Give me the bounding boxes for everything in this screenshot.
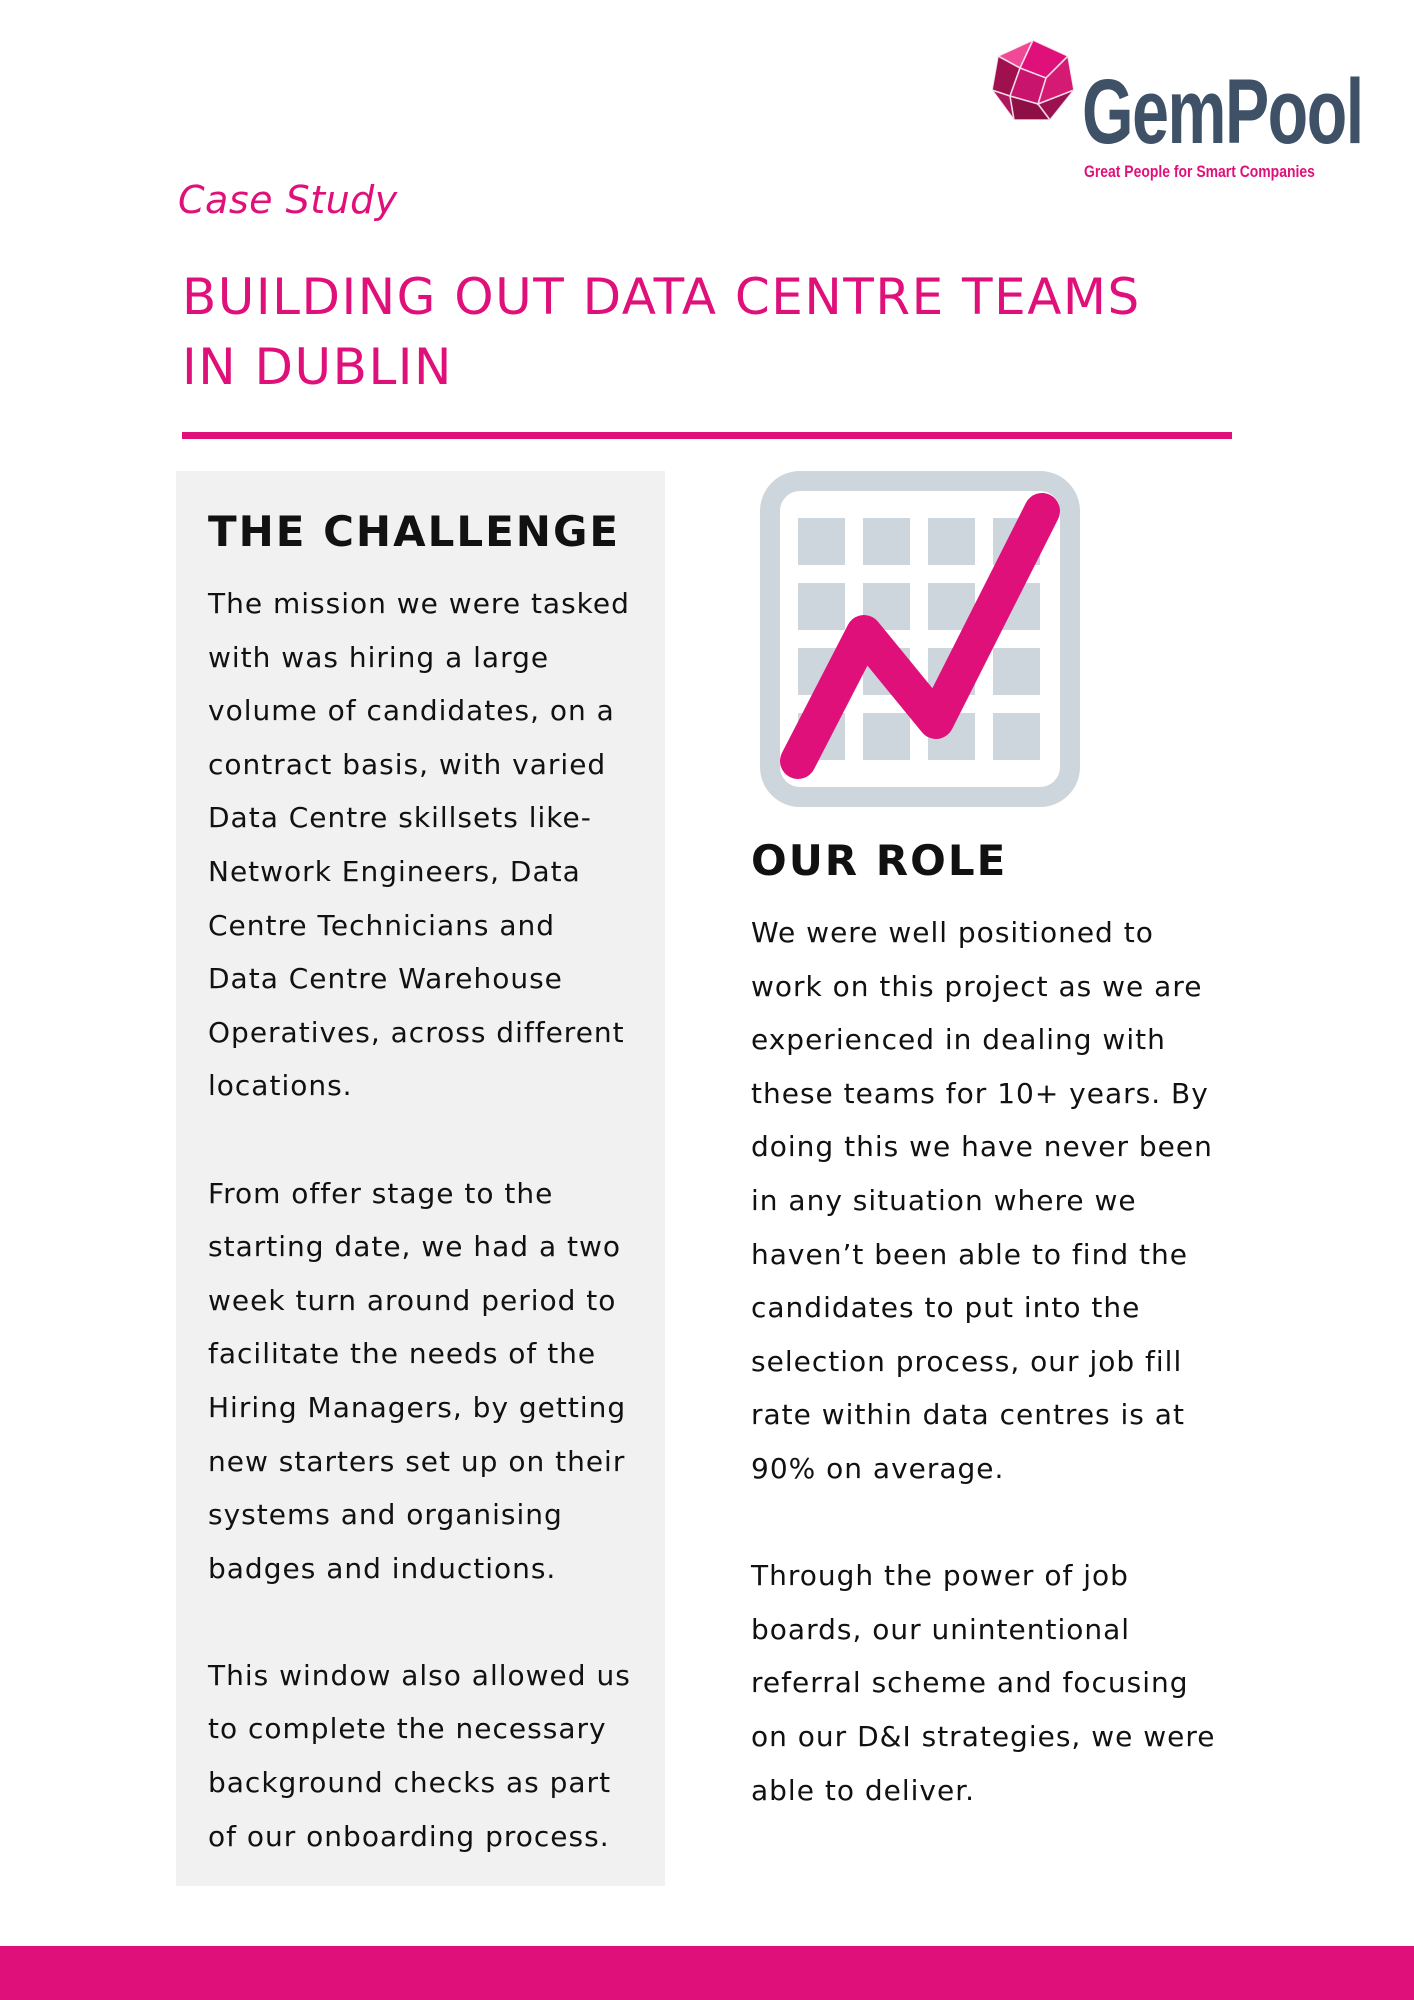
text-line: 90% on average. [751,1451,1005,1485]
text-line: experienced in dealing with [751,1023,1166,1057]
text-line: locations. [208,1069,353,1103]
text-line: systems and organising [208,1498,563,1532]
gempool-logo [990,38,1362,188]
text-line: haven’t been able to find the [751,1237,1188,1271]
challenge-heading: THE CHALLENGE [208,507,621,556]
challenge-paragraph-2 [208,1167,658,1596]
title-divider [182,432,1232,439]
gem-icon [990,38,1076,124]
text-line: From offer stage to the [208,1176,554,1210]
text-line: starting date, we had a two [208,1230,622,1264]
text-line: contract basis, with varied [208,747,607,781]
text-line: to complete the necessary [208,1712,607,1746]
text-line: Data Centre Warehouse [208,962,563,996]
text-line: these teams for 10+ years. By [751,1076,1209,1110]
logo-tagline: Great People for Smart Companies [1084,162,1315,181]
role-paragraph-1 [751,906,1231,1496]
challenge-panel [176,471,665,1886]
challenge-paragraph-3 [208,1649,658,1863]
role-paragraph-2 [751,1549,1231,1817]
text-line: The mission we were tasked [208,587,630,620]
logo-wordmark: GemPool [1082,61,1363,163]
text-line: background checks as part [208,1766,612,1800]
challenge-paragraph-1 [208,577,658,1113]
text-line: doing this we have never been [751,1130,1213,1164]
page-title-line-2: IN DUBLIN [182,338,453,396]
text-line: referral scheme and focusing [751,1666,1189,1700]
text-line: volume of candidates, on a [208,694,615,728]
text-line: boards, our unintentional [751,1612,1131,1646]
text-line: on our D&I strategies, we were [751,1719,1216,1753]
text-line: badges and inductions. [208,1551,557,1585]
text-line: Operatives, across different [208,1015,625,1049]
page-title [182,262,1182,402]
challenge-text [208,577,658,1863]
text-line: of our onboarding process. [208,1819,610,1853]
text-line: rate within data centres is at [751,1398,1185,1432]
text-line: Through the power of job [751,1559,1129,1593]
role-text [751,906,1231,1817]
text-line: This window also allowed us [208,1658,631,1692]
text-line: We were well positioned to [751,916,1154,949]
footer-bar [0,1946,1414,2000]
text-line: new starters set up on their [208,1444,626,1478]
case-study-label: Case Study [178,178,398,222]
growth-chart-icon [760,471,1080,811]
text-line: in any situation where we [751,1183,1137,1217]
text-line: Network Engineers, Data [208,854,581,888]
text-line: work on this project as we are [751,969,1203,1003]
text-line: candidates to put into the [751,1291,1141,1325]
page-title-line-1: BUILDING OUT DATA CENTRE TEAMS [182,268,1141,326]
text-line: Hiring Managers, by getting [208,1390,627,1424]
text-line: week turn around period to [208,1283,617,1317]
role-heading: OUR ROLE [751,836,1008,885]
text-line: facilitate the needs of the [208,1337,597,1371]
text-line: able to deliver. [751,1773,976,1807]
text-line: Data Centre skillsets like- [208,801,592,835]
text-line: selection process, our job fill [751,1344,1183,1378]
text-line: Centre Technicians and [208,908,556,942]
text-line: with was hiring a large [208,640,550,674]
